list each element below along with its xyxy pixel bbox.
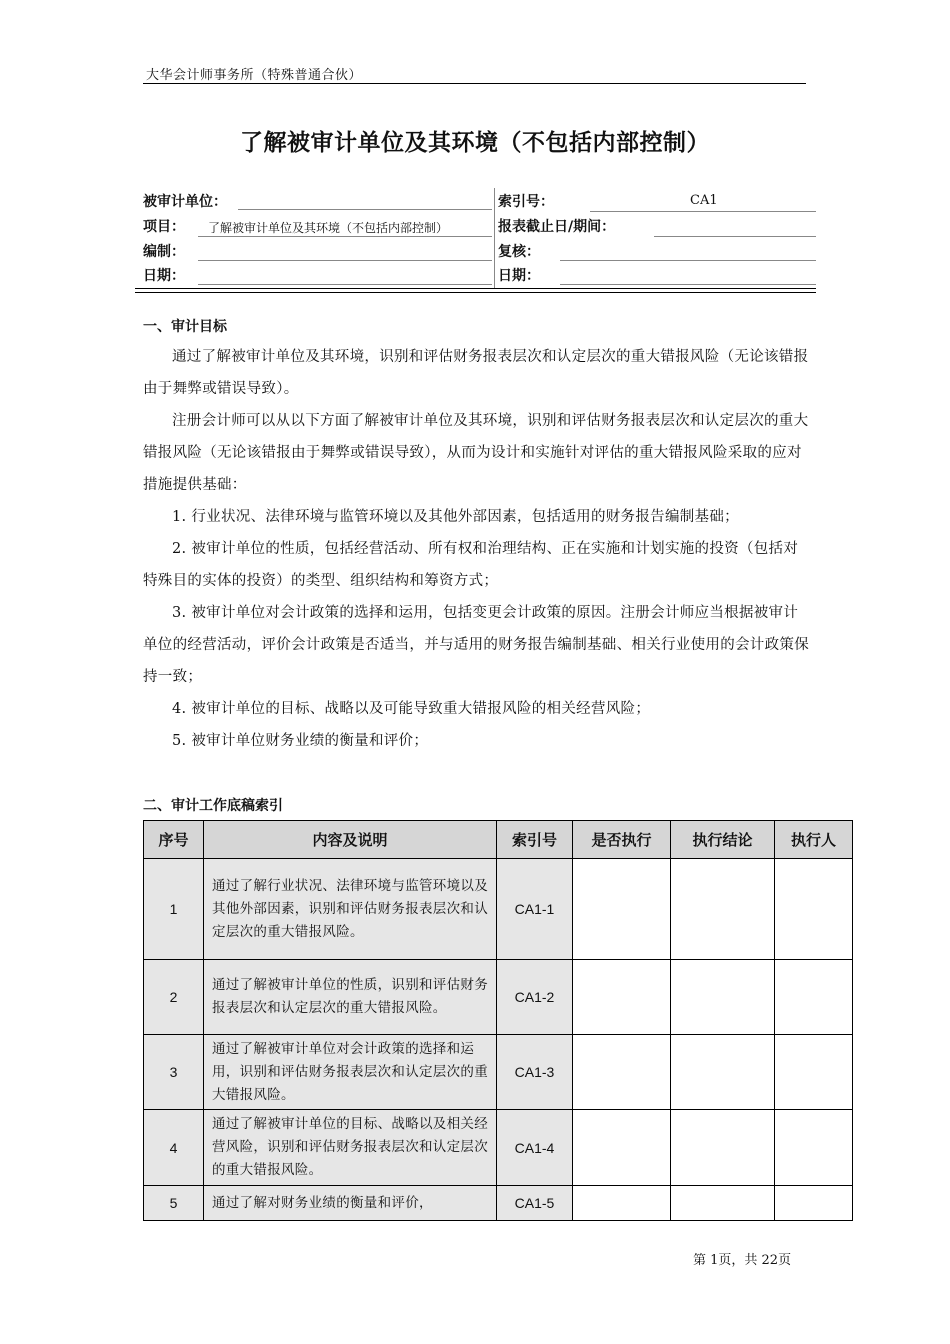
table-row xyxy=(144,1035,853,1110)
report-date-field[interactable] xyxy=(654,236,816,237)
workpaper-index-table xyxy=(143,820,853,1221)
row-content: 通过了解行业状况、法律环境与监管环境以及其他外部因素，识别和评估财务报表层次和认定层次的重大错报风险。 xyxy=(204,859,497,960)
prepared-label: 编制： xyxy=(143,244,185,260)
audited-unit-field[interactable] xyxy=(238,209,492,210)
row-executor-cell[interactable] xyxy=(775,960,853,1035)
row-ref: CA1-1 xyxy=(497,859,573,960)
row-executed-cell[interactable] xyxy=(573,1110,671,1186)
row-executed-cell[interactable] xyxy=(573,1186,671,1221)
table-row xyxy=(144,1186,853,1221)
row-ref: CA1-4 xyxy=(497,1110,573,1186)
index-value: CA1 xyxy=(690,193,718,208)
info-divider xyxy=(494,188,495,288)
review-field[interactable] xyxy=(560,260,816,261)
page-number: 第 1页，共 22页 xyxy=(693,1253,792,1268)
approach-paragraph: 注册会计师可以从以下方面了解被审计单位及其环境，识别和评估财务报表层次和认定层次的重大错报风险（无论该错报由于舞弊或错误导致），从而为设计和实施针对评估的重大错报风险采取的应对措施提供基础： xyxy=(143,413,809,493)
row-no: 4 xyxy=(144,1110,204,1186)
row-no: 1 xyxy=(144,859,204,960)
document-title: 了解被审计单位及其环境（不包括内部控制） xyxy=(240,130,710,156)
objective-item: 2. 被审计单位的性质，包括经营活动、所有权和治理结构、正在实施和计划实施的投资（包括对特殊目的实体的投资）的类型、组织结构和筹资方式； xyxy=(143,541,799,589)
date-right-field[interactable] xyxy=(560,284,816,285)
objective-item: 1. 行业状况、法律环境与监管环境以及其他外部因素，包括适用的财务报告编制基础； xyxy=(172,509,739,525)
row-conclusion-cell[interactable] xyxy=(671,859,775,960)
row-conclusion-cell[interactable] xyxy=(671,960,775,1035)
table-row xyxy=(144,859,853,960)
review-label: 复核： xyxy=(498,244,540,260)
row-executor-cell[interactable] xyxy=(775,1186,853,1221)
section-audit-objective-body xyxy=(143,341,811,757)
row-ref: CA1-3 xyxy=(497,1035,573,1110)
row-content: 通过了解被审计单位的目标、战略以及相关经营风险，识别和评估财务报表层次和认定层次的重大错报风险。 xyxy=(204,1110,497,1186)
col-header-executed: 是否执行 xyxy=(573,821,671,859)
date-right-label: 日期： xyxy=(498,268,540,284)
col-header-content: 内容及说明 xyxy=(204,821,497,859)
date-left-label: 日期： xyxy=(143,268,185,284)
table-header-row xyxy=(144,821,853,859)
objective-item: 4. 被审计单位的目标、战略以及可能导致重大错报风险的相关经营风险； xyxy=(172,701,651,717)
row-conclusion-cell[interactable] xyxy=(671,1186,775,1221)
table-row xyxy=(144,960,853,1035)
index-field[interactable] xyxy=(590,211,816,212)
row-conclusion-cell[interactable] xyxy=(671,1035,775,1110)
report-date-label: 报表截止日/期间： xyxy=(498,219,616,235)
row-executor-cell[interactable] xyxy=(775,1110,853,1186)
row-no: 5 xyxy=(144,1186,204,1221)
col-header-conclusion: 执行结论 xyxy=(671,821,775,859)
row-conclusion-cell[interactable] xyxy=(671,1110,775,1186)
row-content: 通过了解被审计单位的性质，识别和评估财务报表层次和认定层次的重大错报风险。 xyxy=(204,960,497,1035)
row-content: 通过了解对财务业绩的衡量和评价， xyxy=(204,1186,497,1221)
row-executor-cell[interactable] xyxy=(775,1035,853,1110)
row-executed-cell[interactable] xyxy=(573,859,671,960)
objective-item: 3. 被审计单位对会计政策的选择和运用，包括变更会计政策的原因。注册会计师应当根据被审计单位的经营活动，评价会计政策是否适当，并与适用的财务报告编制基础、相关行业使用的会计政策保持一致； xyxy=(143,605,809,685)
header-rule xyxy=(143,83,806,84)
row-content: 通过了解被审计单位对会计政策的选择和运用，识别和评估财务报表层次和认定层次的重大错报风险。 xyxy=(204,1035,497,1110)
project-label: 项目： xyxy=(143,219,185,235)
row-ref: CA1-5 xyxy=(497,1186,573,1221)
project-field[interactable] xyxy=(198,236,492,237)
row-no: 2 xyxy=(144,960,204,1035)
objective-paragraph: 通过了解被审计单位及其环境，识别和评估财务报表层次和认定层次的重大错报风险（无论该错报由于舞弊或错误导致）。 xyxy=(143,349,809,397)
objective-item: 5. 被审计单位财务业绩的衡量和评价； xyxy=(172,733,429,749)
section-audit-objective-title: 一、审计目标 xyxy=(143,319,227,335)
date-left-field[interactable] xyxy=(198,284,492,285)
index-label: 索引号： xyxy=(498,194,554,210)
section-workpaper-index-title: 二、审计工作底稿索引 xyxy=(143,798,283,814)
row-executed-cell[interactable] xyxy=(573,960,671,1035)
row-executor-cell[interactable] xyxy=(775,859,853,960)
col-header-ref: 索引号 xyxy=(497,821,573,859)
info-bottom-rule xyxy=(135,288,816,293)
audited-unit-label: 被审计单位： xyxy=(143,194,227,210)
row-executed-cell[interactable] xyxy=(573,1035,671,1110)
firm-name: 大华会计师事务所（特殊普通合伙） xyxy=(146,68,363,83)
prepared-field[interactable] xyxy=(198,260,492,261)
col-header-no: 序号 xyxy=(144,821,204,859)
project-value: 了解被审计单位及其环境（不包括内部控制） xyxy=(208,221,449,235)
table-row xyxy=(144,1110,853,1186)
row-ref: CA1-2 xyxy=(497,960,573,1035)
col-header-executor: 执行人 xyxy=(775,821,853,859)
row-no: 3 xyxy=(144,1035,204,1110)
